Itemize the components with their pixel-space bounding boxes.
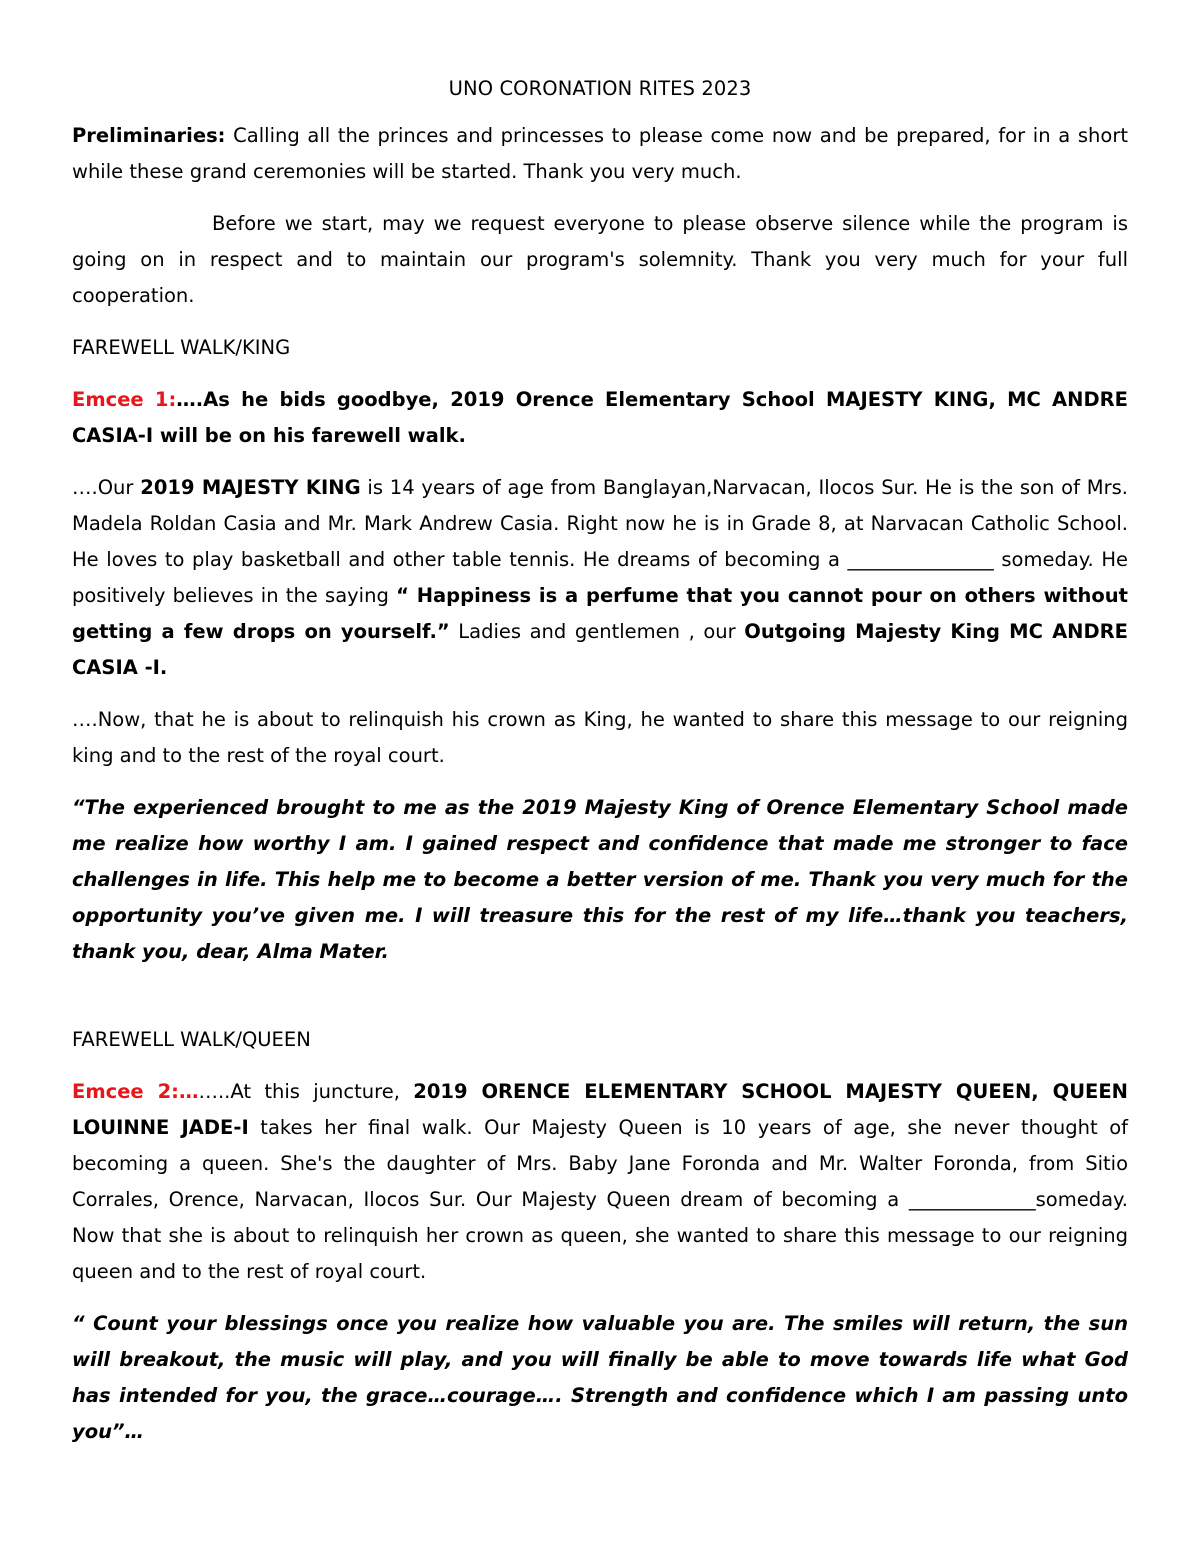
emcee-2-label: Emcee 2:… <box>72 1080 199 1103</box>
king-bio-text-1: ….Our <box>72 476 141 499</box>
queen-text-1: …..At this juncture, <box>198 1080 414 1103</box>
king-section-heading: FAREWELL WALK/KING <box>72 336 291 359</box>
queen-title-bold: 2019 ORENCE ELEMENTARY SCHOOL MAJESTY QUEEN, QUEEN LOUINNE JADE-I <box>72 1080 1128 1139</box>
queen-quote: “ Count your blessings once you realize how valuable you are. The smiles will return, the sun will breakout, the music will play, and you will finally be able to move towards life what God has intended for you, the grace…courage…. Strength and confidence which I am passing unto you”… <box>72 1312 1128 1443</box>
emcee-1-label: Emcee 1: <box>72 388 177 411</box>
preliminaries-text: Calling all the princes and princesses to please come now and be prepared, for in a short while these grand ceremonies will be started. Thank you very much. <box>72 124 1128 183</box>
queen-section-heading: FAREWELL WALK/QUEEN <box>72 1028 311 1051</box>
king-bio-bold-1: 2019 MAJESTY KING <box>140 476 361 499</box>
king-intro-text: ….As he bids goodbye, 2019 Orence Elementary School MAJESTY KING, MC ANDRE CASIA-I will be on his farewell walk. <box>72 388 1128 447</box>
preliminaries-label: Preliminaries: <box>72 124 226 147</box>
king-bio-text-3: Ladies and gentlemen , our <box>449 620 745 643</box>
silence-request-paragraph: Before we start, may we request everyone to please observe silence while the program is going on in respect and to maintain our program's solemnity. Thank you very much for your full cooperation. <box>72 212 1128 307</box>
king-bio-name: Outgoing Majesty King MC ANDRE CASIA -I. <box>72 620 1129 679</box>
spacer <box>72 986 1128 1022</box>
queen-text-2: takes her final walk. Our Majesty Queen is 10 years of age, she never thought of becoming a queen. She's the daughter of Mrs. Baby Jane Foronda and Mr. Walter Foronda, from Sitio Corrales, Orence, Narvacan, Ilocos Sur. Our Majesty Queen dream of becoming a _____________someday. Now that she is about to relinquish her crown as queen, she wanted to share this message to our reigning queen and to the rest of royal court. <box>72 1116 1128 1283</box>
king-bio-paragraph <box>72 470 1128 686</box>
queen-emcee-paragraph <box>72 1074 1128 1290</box>
king-emcee-paragraph <box>72 382 1128 454</box>
king-bio-text-2: is 14 years of age from Banglayan,Narvacan, Ilocos Sur. He is the son of Mrs. Madela Roldan Casia and Mr. Mark Andrew Casia. Right now he is in Grade 8, at Narvacan Catholic School. He loves to play basketball and other table tennis. He dreams of becoming a _______________ someday. He positively believes in the saying <box>72 476 1128 607</box>
king-message-intro: ….Now, that he is about to relinquish his crown as King, he wanted to share this message to our reigning king and to the rest of the royal court. <box>72 708 1128 767</box>
king-bio-saying: “ Happiness is a perfume that you cannot pour on others without getting a few drops on yourself.” <box>72 584 1128 643</box>
king-quote: “The experienced brought to me as the 2019 Majesty King of Orence Elementary School made me realize how worthy I am. I gained respect and confidence that made me stronger to face challenges in life. This help me to become a better version of me. Thank you very much for the opportunity you’ve given me. I will treasure this for the rest of my life…thank you teachers, thank you, dear, Alma Mater. <box>72 796 1128 963</box>
preliminaries-paragraph <box>72 118 1128 190</box>
document-title: UNO CORONATION RITES 2023 <box>448 77 752 100</box>
